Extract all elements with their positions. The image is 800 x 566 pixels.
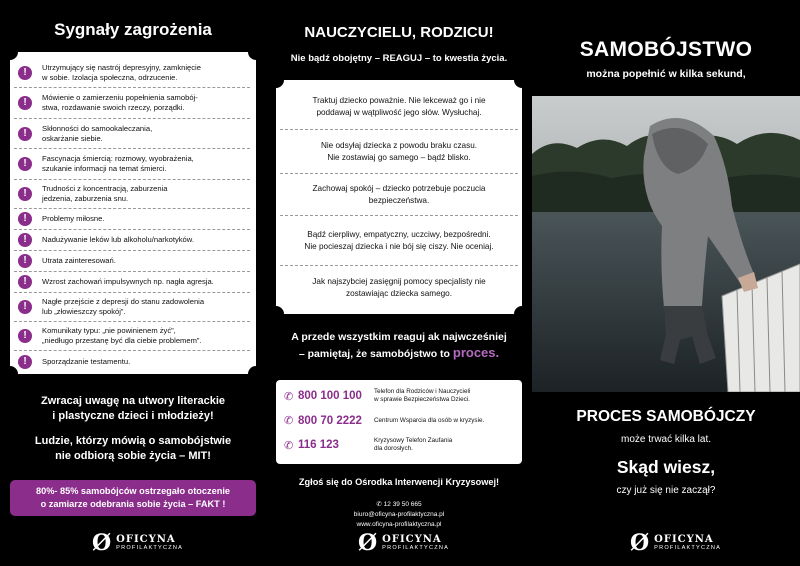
list-item: ! Utrata zainteresowań. — [14, 251, 250, 272]
contact-email[interactable]: biuro@oficyna-profilaktyczna.pl — [353, 511, 445, 518]
phone-icon: ✆ — [376, 501, 384, 508]
helpline-number[interactable]: 800 100 100 — [298, 390, 362, 402]
helpline-number[interactable]: 800 70 2222 — [298, 414, 362, 427]
list-item: ! Komunikaty typu: „nie powinienem żyć”, „niedługo przestanę być dla ciebie problemem”. — [14, 322, 250, 351]
list-item: ! Problemy miłosne. — [14, 209, 250, 230]
exclamation-icon: ! — [18, 212, 32, 226]
panel-cover — [532, 0, 800, 566]
list-item: ! Trudności z koncentracją, zaburzenia jedzenia, zaburzenia snu. — [14, 180, 250, 209]
list-item: ! Sporządzanie testamentu. — [14, 351, 250, 373]
publisher-logo: Ø OFICYNA PROFILAKTYCZNA — [358, 530, 450, 556]
contact-phone[interactable]: 12 39 50 665 — [383, 501, 422, 508]
cover-subtitle: można popełnić w kilka sekund, — [586, 68, 746, 80]
helpline-row: ✆ 800 100 100 Telefon dla Rodziców i Nauczycieli w sprawie Bezpieczeństwa Dzieci. — [284, 388, 471, 403]
process-subtitle: może trwać kilka lat. — [620, 434, 712, 445]
parents-subtitle: Nie bądź obojętny – REAGUJ – to kwestia życia. — [290, 53, 508, 64]
advice-list — [280, 84, 518, 310]
hooded-person-photo — [532, 96, 800, 392]
list-item: ! Mówienie o zamierzeniu popełnienia samobój- stwa, rozdawanie swoich rzeczy, porządki. — [14, 88, 250, 119]
helpline-number[interactable]: 116 123 — [298, 439, 339, 451]
contact-website[interactable]: www.oficyna-profilaktyczna.pl — [356, 521, 442, 528]
process-highlight: proces. — [452, 345, 500, 360]
parents-title: NAUCZYCIELU, RODZICU! — [304, 24, 494, 41]
helpline-row: ✆ 116 123 Kryzysowy Telefon Zaufania dla dorosłych. — [284, 437, 453, 452]
exclamation-icon: ! — [18, 127, 32, 141]
logo-icon: Ø — [92, 530, 112, 556]
helpline-card — [276, 380, 522, 464]
contact-info — [266, 500, 532, 530]
list-item: ! Nagłe przejście z depresji do stanu zadowolenia lub „złowieszczy spokój”. — [14, 293, 250, 322]
exclamation-icon: ! — [18, 355, 32, 369]
list-item: Traktuj dziecko poważnie. Nie lekceważ go i nie poddawaj w wątpliwość jego słów. Wysłuchaj. — [280, 84, 518, 130]
list-item: ! Wzrost zachowań impulsywnych np. nagła agresja. — [14, 272, 250, 293]
exclamation-icon: ! — [18, 157, 32, 171]
exclamation-icon: ! — [18, 329, 32, 343]
exclamation-icon: ! — [18, 187, 32, 201]
cover-photo — [532, 96, 800, 392]
warning-signals-title: Sygnały zagrożenia — [54, 20, 212, 39]
list-item: Nie odsyłaj dziecka z powodu braku czasu. Nie zostawiaj go samego – bądź blisko. — [280, 130, 518, 174]
exclamation-icon: ! — [18, 66, 32, 80]
helpline-row: ✆ 800 70 2222 Centrum Wsparcia dla osób w kryzysie. — [284, 414, 485, 427]
phone-icon: ✆ — [284, 415, 294, 427]
phone-icon: ✆ — [284, 439, 294, 452]
question-title: Skąd wiesz, — [616, 457, 716, 477]
list-item: ! Nadużywanie leków lub alkoholu/narkotyków. — [14, 230, 250, 251]
exclamation-icon: ! — [18, 275, 32, 289]
publisher-logo: Ø OFICYNA PROFILAKTYCZNA — [92, 530, 184, 556]
exclamation-icon: ! — [18, 300, 32, 314]
panel-warning-signals — [0, 0, 266, 566]
note-literary-works: Zwracaj uwagę na utwory literackie i plastyczne dzieci i młodzieży! — [40, 395, 225, 422]
exclamation-icon: ! — [18, 254, 32, 268]
logo-icon: Ø — [630, 530, 650, 556]
list-item: Zachowaj spokój – dziecko potrzebuje poczucia bezpieczeństwa. — [280, 174, 518, 216]
process-title: PROCES SAMOBÓJCZY — [576, 408, 756, 425]
signals-list — [14, 58, 250, 373]
fact-box: 80%- 85% samobójców ostrzegało otoczenie o zamiarze odebrania sobie życia – FAKT ! — [10, 480, 256, 516]
logo-icon: Ø — [358, 530, 378, 556]
react-early-message: A przede wszystkim reaguj ak najwcześniej – pamiętaj, że samobójstwo to proces. — [291, 331, 507, 360]
panel-parents-teachers — [266, 0, 532, 566]
list-item: Bądź cierpliwy, empatyczny, uczciwy, bezpośredni. Nie pocieszaj dziecka i nie bój się ciszy. Nie oceniaj. — [280, 216, 518, 266]
crisis-center-title: Zgłoś się do Ośrodka Interwencji Kryzysowej! — [298, 477, 500, 487]
cover-title: SAMOBÓJSTWO — [579, 38, 753, 61]
list-item: ! Utrzymujący się nastrój depresyjny, zamknięcie w sobie. Izolacja społeczna, odrzucenie. — [14, 58, 250, 88]
list-item: ! Skłonności do samookaleczania, oskarżanie siebie. — [14, 119, 250, 149]
note-myth: Ludzie, którzy mówią o samobójstwie nie odbiorą sobie życia – MIT! — [34, 435, 232, 462]
publisher-logo: Ø OFICYNA PROFILAKTYCZNA — [630, 530, 722, 556]
question-subtitle: czy już się nie zaczął? — [616, 485, 716, 496]
list-item: Jak najszybciej zasięgnij pomocy specjalisty nie zostawiając dziecka samego. — [312, 277, 486, 298]
list-item: ! Fascynacja śmiercią: rozmowy, wyobrażenia, szukanie informacji na temat śmierci. — [14, 149, 250, 180]
exclamation-icon: ! — [18, 96, 32, 110]
phone-icon: ✆ — [284, 390, 294, 403]
exclamation-icon: ! — [18, 233, 32, 247]
